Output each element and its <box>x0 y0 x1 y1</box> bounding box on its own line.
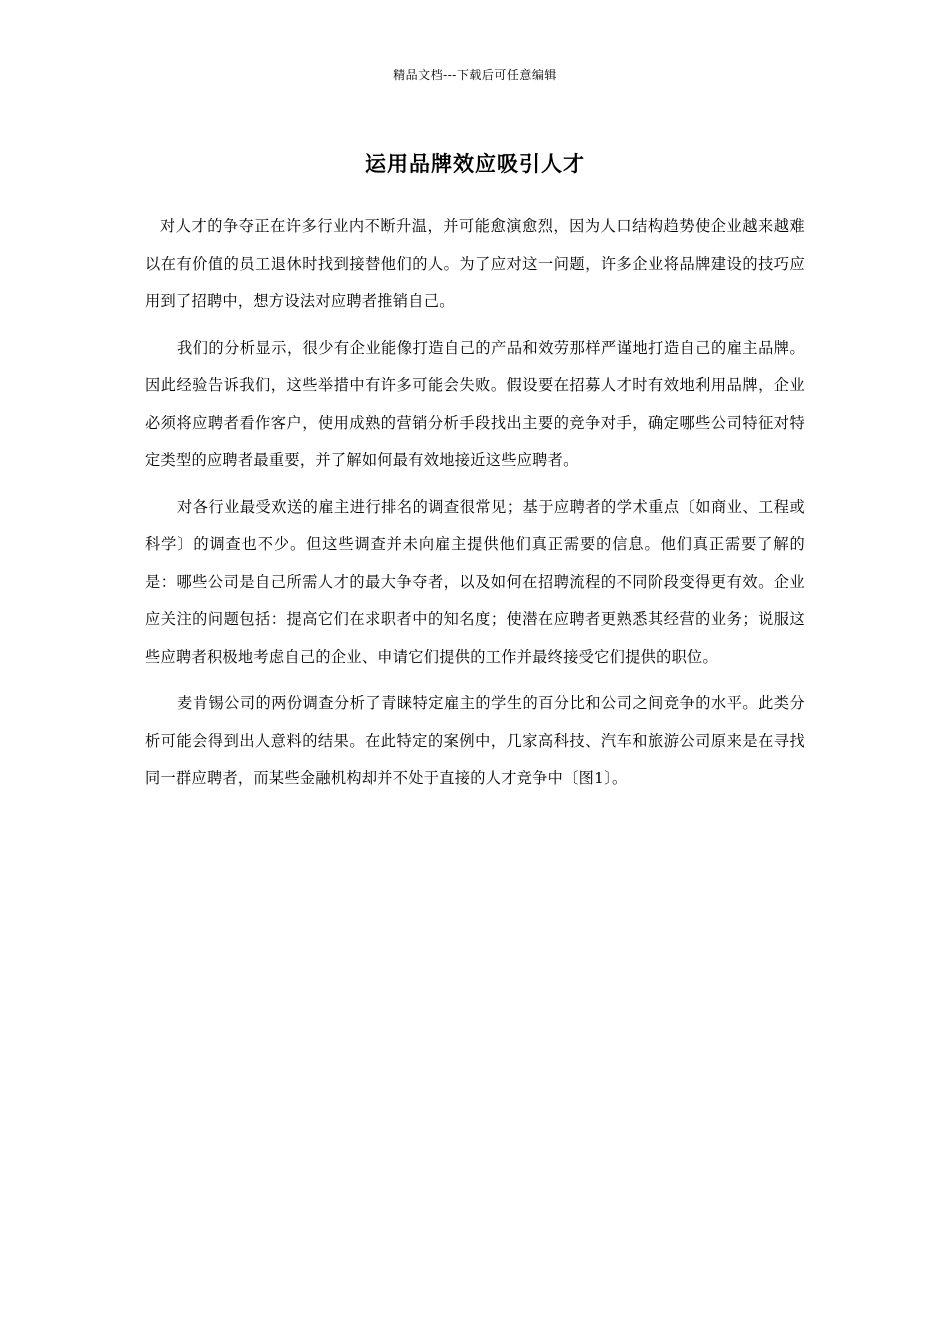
header-note: 精品文档---下载后可任意编辑 <box>393 68 557 82</box>
paragraph-4: 麦肯锡公司的两份调查分析了青睐特定雇主的学生的百分比和公司之间竞争的水平。此类分析可能会得到出人意料的结果。在此特定的案例中，几家高科技、汽车和旅游公司原来是在寻找同一群应聘者，而某些金融机构却并不处于直接的人才竞争中〔图1〕。 <box>145 694 805 787</box>
paragraph-2: 我们的分析显示，很少有企业能像打造自己的产品和效劳那样严谨地打造自己的雇主品牌。因此经验告诉我们，这些举措中有许多可能会失败。假设要在招募人才时有效地利用品牌，企业必须将应聘者看作客户，使用成熟的营销分析手段找出主要的竞争对手，确定哪些公司特征对特定类型的应聘者最重要，并了解如何最有效地接近这些应聘者。 <box>145 338 805 469</box>
paragraph-1: 对人才的争夺正在许多行业内不断升温，并可能愈演愈烈，因为人口结构趋势使企业越来越难以在有价值的员工退休时找到接替他们的人。为了应对这一问题，许多企业将品牌建设的技巧应用到了招聘中，想方设法对应聘者推销自己。 <box>145 217 805 310</box>
paragraph-3: 对各行业最受欢送的雇主进行排名的调查很常见；基于应聘者的学术重点〔如商业、工程或科学〕的调查也不少。但这些调查并未向雇主提供他们真正需要的信息。他们真正需要了解的是：哪些公司是自己所需人才的最大争夺者，以及如何在招聘流程的不同阶段变得更有效。企业应关注的问题包括：提高它们在求职者中的知名度；使潜在应聘者更熟悉其经营的业务；说服这些应聘者积极地考虑自己的企业、申请它们提供的工作并最终接受它们提供的职位。 <box>145 497 805 666</box>
document-body <box>145 208 805 807</box>
document-title: 运用品牌效应吸引人才 <box>365 152 585 176</box>
